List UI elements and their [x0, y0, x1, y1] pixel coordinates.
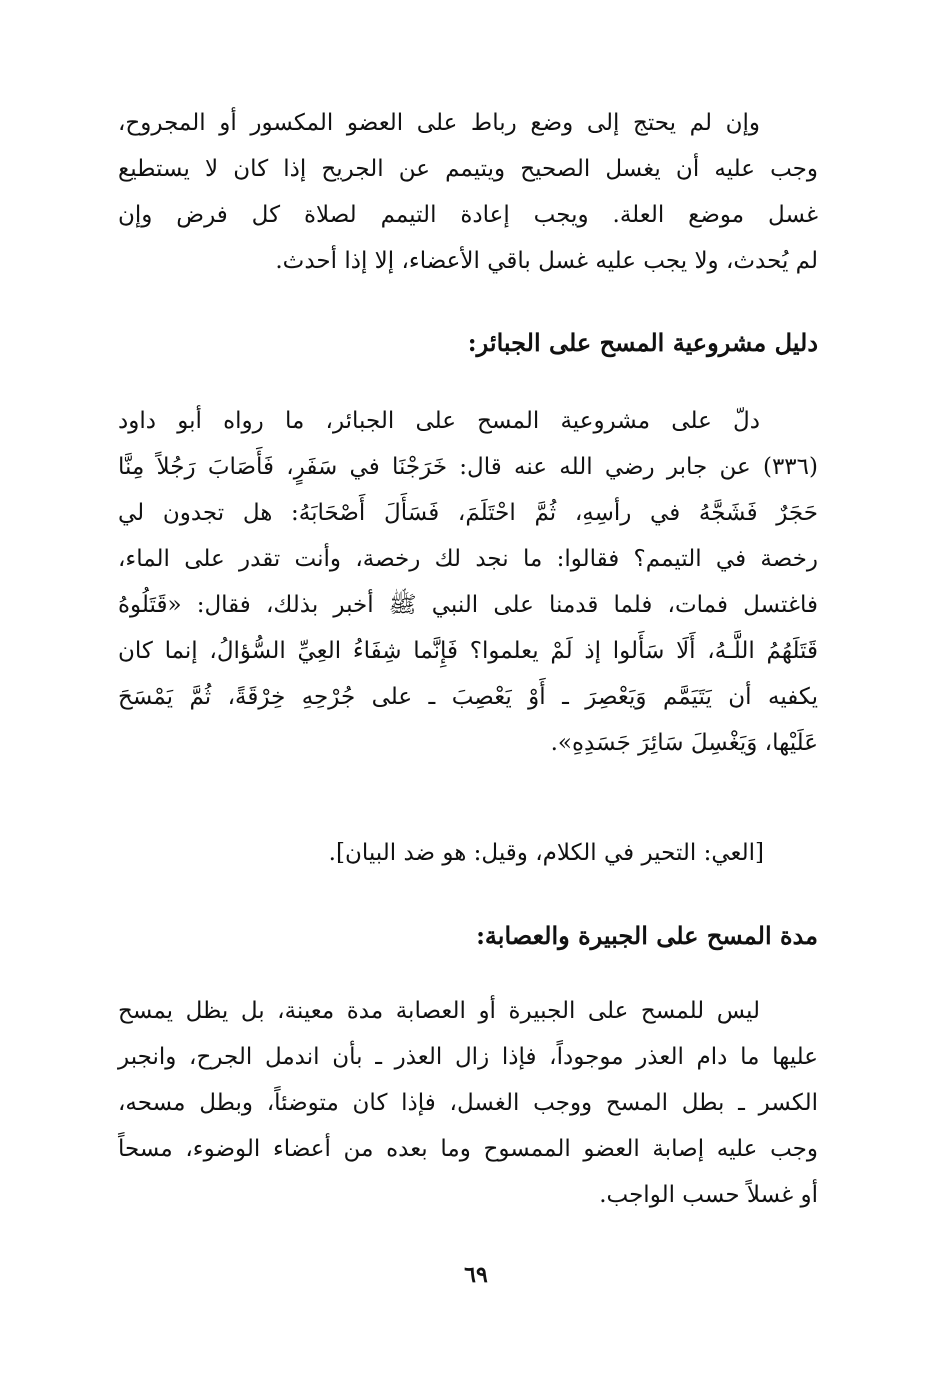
page-number: ٦٩: [464, 1262, 488, 1288]
paragraph-line: عليها ما دام العذر موجوداً، فإذا زال العذر ـ بأن اندمل الجرح، وانجبر: [118, 1044, 818, 1070]
paragraph-line: أو غسلاً حسب الواجب.: [599, 1182, 818, 1208]
paragraph-bandage: [118, 100, 818, 284]
paragraph-hadith: [118, 398, 818, 766]
paragraph-line: رخصة في التيمم؟ فقالوا: ما نجد لك رخصة، وأنت تقدر على الماء،: [118, 546, 818, 572]
paragraph-line: (٣٣٦) عن جابر رضي الله عنه قال: خَرَجْنَا في سَفَرٍ، فَأَصَابَ رَجُلاً مِنَّا: [118, 454, 818, 480]
paragraph-line: وجب عليه أن يغسل الصحيح ويتيمم عن الجريح إذا كان لا يستطيع: [118, 156, 818, 182]
paragraph-line: دلّ على مشروعية المسح على الجبائر، ما رواه أبو داود: [118, 408, 760, 434]
paragraph-line: وجب عليه إصابة العضو الممسوح وما بعده من أعضاء الوضوء، مسحاً: [118, 1136, 818, 1162]
paragraph-line: عَلَيْها، وَيَغْسِلَ سَائِرَ جَسَدِهِ».: [550, 730, 818, 756]
paragraph-line: وإن لم يحتج إلى وضع رباط على العضو المكسور أو المجروح،: [118, 110, 760, 136]
section-heading-evidence: دليل مشروعية المسح على الجبائر:: [467, 328, 818, 357]
paragraph-line: لم يُحدث، ولا يجب عليه غسل باقي الأعضاء، إلا إذا أحدث.: [275, 248, 818, 274]
paragraph-line: قَتَلَهُمُ اللَّـهُ، أَلَا سَأَلوا إذ لَمْ يعلموا؟ فَإِنَّما شِفَاءُ العِيِّ السُّؤالُ، إنما كان: [118, 638, 818, 664]
paragraph-line: فاغتسل فمات، فلما قدمنا على النبي ﷺ أخبر بذلك، فقال: «قَتَلُوهُ: [118, 592, 818, 618]
paragraph-line: حَجَرٌ فَشَجَّهُ في رأسِهِ، ثُمَّ احْتَلَمَ، فَسَأَلَ أَصْحَابَهُ: هل تجدون لي: [118, 500, 818, 526]
section-heading-duration: مدة المسح على الجبيرة والعصابة:: [476, 921, 818, 950]
paragraph-duration: [118, 988, 818, 1218]
glossary-note: [العي: التحير في الكلام، وقيل: هو ضد البيان].: [328, 840, 764, 866]
paragraph-line: الكسر ـ بطل المسح ووجب الغسل، فإذا كان متوضئاً، وبطل مسحه،: [118, 1090, 818, 1116]
paragraph-line: يكفيه أن يَتَيَمَّم وَيَعْصِرَ ـ أَوْ يَعْصِبَ ـ على جُرْحِهِ خِرْقَةً، ثُمَّ يَمْسَحَ: [118, 684, 818, 710]
paragraph-line: ليس للمسح على الجبيرة أو العصابة مدة معينة، بل يظل يمسح: [118, 998, 760, 1024]
paragraph-line: غسل موضع العلة. ويجب إعادة التيمم لصلاة كل فرض وإن: [118, 202, 818, 228]
